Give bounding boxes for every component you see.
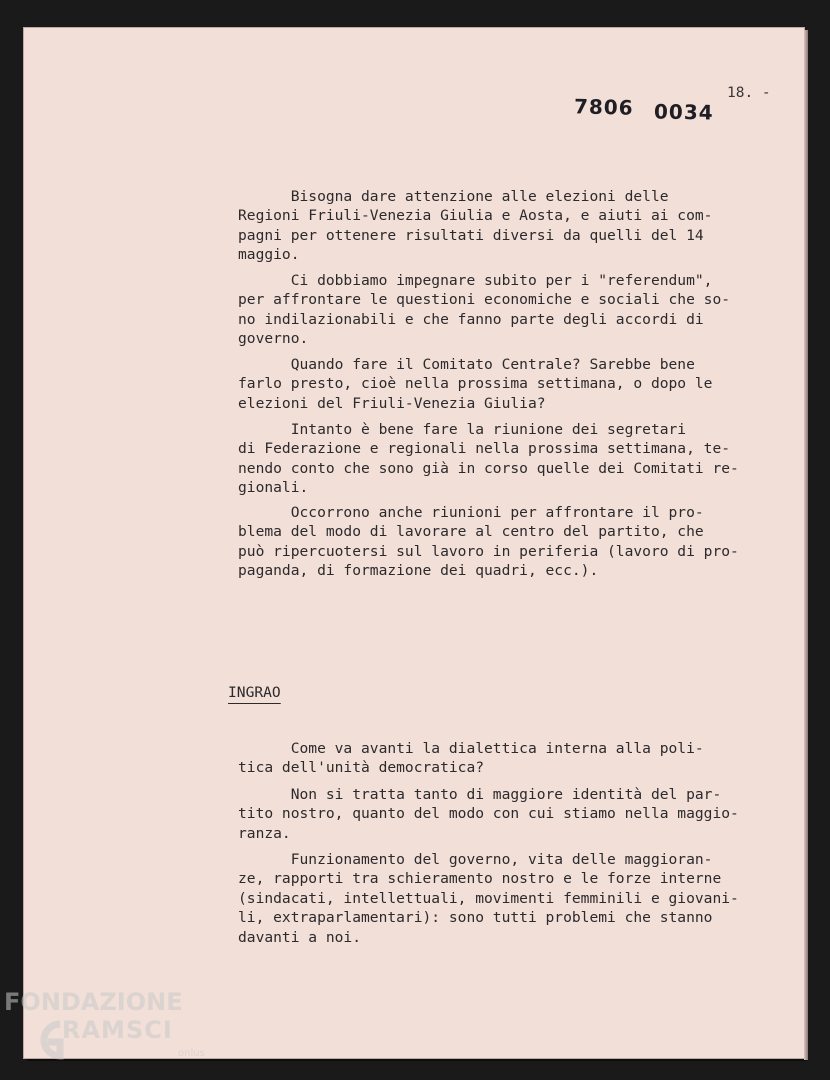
watermark-logo [4, 988, 204, 1078]
paragraph: Bisogna dare attenzione alle elezioni delle Regioni Friuli-Venezia Giulia e Aosta, e aiuti ai com- pagni per ottenere risultati diversi da quelli del 14 maggio. [238, 188, 713, 264]
paragraph: Ci dobbiamo impegnare subito per i "referendum", per affrontare le questioni economiche e sociali che so- no indilazionabili e che fanno parte degli accordi di governo. [238, 272, 731, 348]
paragraph: Occorrono anche riunioni per affrontare il pro- blema del modo di lavorare al centro del partito, che può ripercuotersi sul lavoro in periferia (lavoro di pro- paganda, di formazione dei quadri, ecc.). [238, 504, 739, 580]
archive-stamp-left: 7806 [573, 94, 634, 120]
page-number: 18. - [727, 85, 771, 101]
g-logo-icon [30, 1010, 66, 1070]
section-heading: INGRAO [228, 684, 281, 701]
paragraph: Intanto è bene fare la riunione dei segretari di Federazione e regionali nella prossima settimana, te- nendo conto che sono già in corso quelle dei Comitati re- gionali. [238, 421, 739, 497]
document-page [24, 28, 804, 1058]
paragraph: Come va avanti la dialettica interna alla poli- tica dell'unità democratica? [238, 740, 704, 777]
paragraph: Non si tratta tanto di maggiore identità del par- tito nostro, quanto del modo con cui stiamo nella maggio- ranza. [238, 786, 739, 842]
archive-stamp-right: 0034 [653, 99, 714, 125]
paragraph: Quando fare il Comitato Centrale? Sarebbe bene farlo presto, cioè nella prossima settimana, o dopo le elezioni del Friuli-Venezia Giulia? [238, 356, 713, 412]
paragraph: Funzionamento del governo, vita delle maggioran- ze, rapporti tra schieramento nostro e le forze interne (sindacati, intellettuali, movimenti femminili e giovani- li, extraparlamentari): sono tutti problemi che stanno davanti a noi. [238, 851, 739, 946]
watermark-line2: RAMSCI [62, 1016, 173, 1044]
watermark-line1: FONDAZIONE [4, 988, 183, 1016]
watermark-sub: onlus [178, 1048, 205, 1059]
